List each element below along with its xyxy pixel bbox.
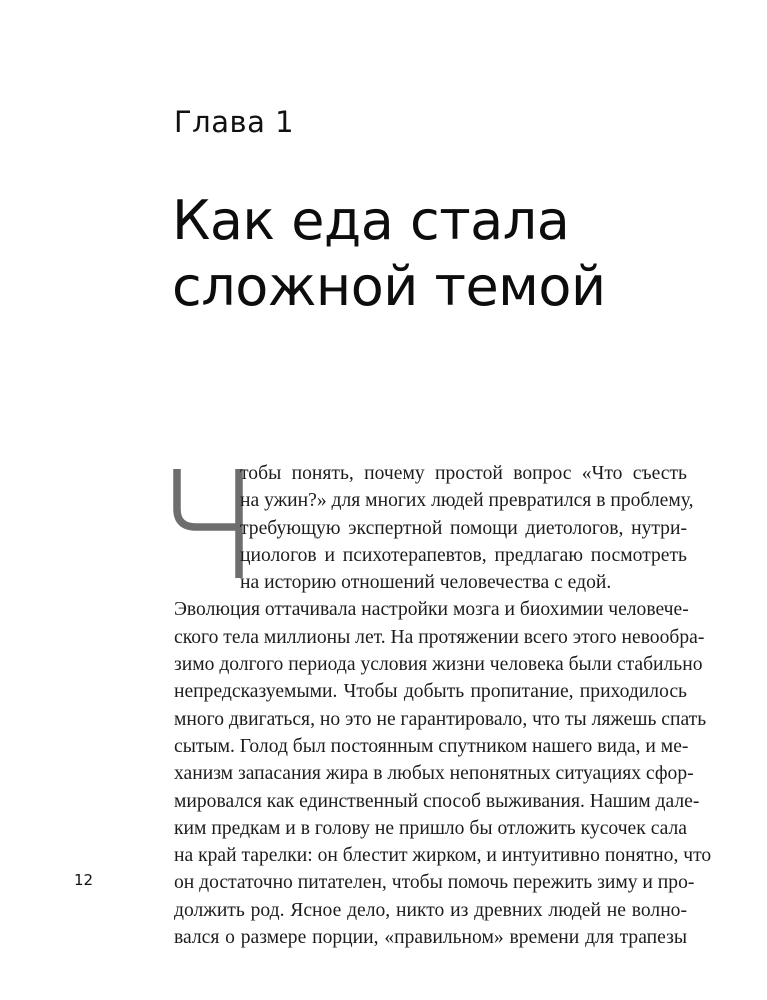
body-line: ского тела миллионы лет. На протяжении всего этого невообра- — [174, 626, 705, 648]
chapter-label: Глава 1 — [174, 105, 295, 139]
chapter-title — [172, 188, 606, 320]
chapter-title-line: Как еда стала — [172, 189, 570, 252]
body-line: зимо долгого периода условия жизни человека были стабильно — [174, 654, 703, 676]
chapter-title-line: сложной темой — [172, 255, 606, 318]
body-line: мировался как единственный способ выживания. Нашим дале- — [174, 790, 700, 812]
body-line: вался о размере порции, «правильном» времени для трапезы — [174, 927, 687, 949]
body-line: требующую экспертной помощи диетологов, нутри- — [240, 517, 687, 539]
body-line: ханизм запасания жира в любых непонятных ситуациях сфор- — [174, 763, 694, 785]
body-line: непредсказуемыми. Чтобы добыть пропитание, приходилось — [174, 681, 687, 703]
body-line: тобы понять, почему простой вопрос «Что съесть — [240, 463, 687, 484]
body-line: на ужин?» для многих людей превратился в проблему, — [240, 490, 694, 512]
page-number: 12 — [74, 871, 94, 889]
body-line: он достаточно питателен, чтобы помочь пережить зиму и про- — [174, 872, 695, 894]
body-line: Эволюция оттачивала настройки мозга и биохимии человече- — [174, 599, 689, 621]
body-line: сытым. Голод был постоянным спутником нашего вида, и ме- — [174, 735, 689, 757]
body-line: на край тарелки: он блестит жирком, и интуитивно понятно, что — [174, 845, 712, 867]
body-line: ким предкам и в голову не пришло бы отложить кусочек сала — [174, 817, 687, 839]
body-line: на историю отношений человечества с едой. — [240, 572, 612, 594]
body-line: много двигаться, но это не гарантировало, что ты ляжешь спать — [174, 708, 707, 730]
body-line: циологов и психотерапевтов, предлагаю посмотреть — [240, 544, 687, 566]
chapter-body-text — [174, 460, 712, 951]
body-line: должить род. Ясное дело, никто из древних людей не волно- — [174, 899, 687, 921]
